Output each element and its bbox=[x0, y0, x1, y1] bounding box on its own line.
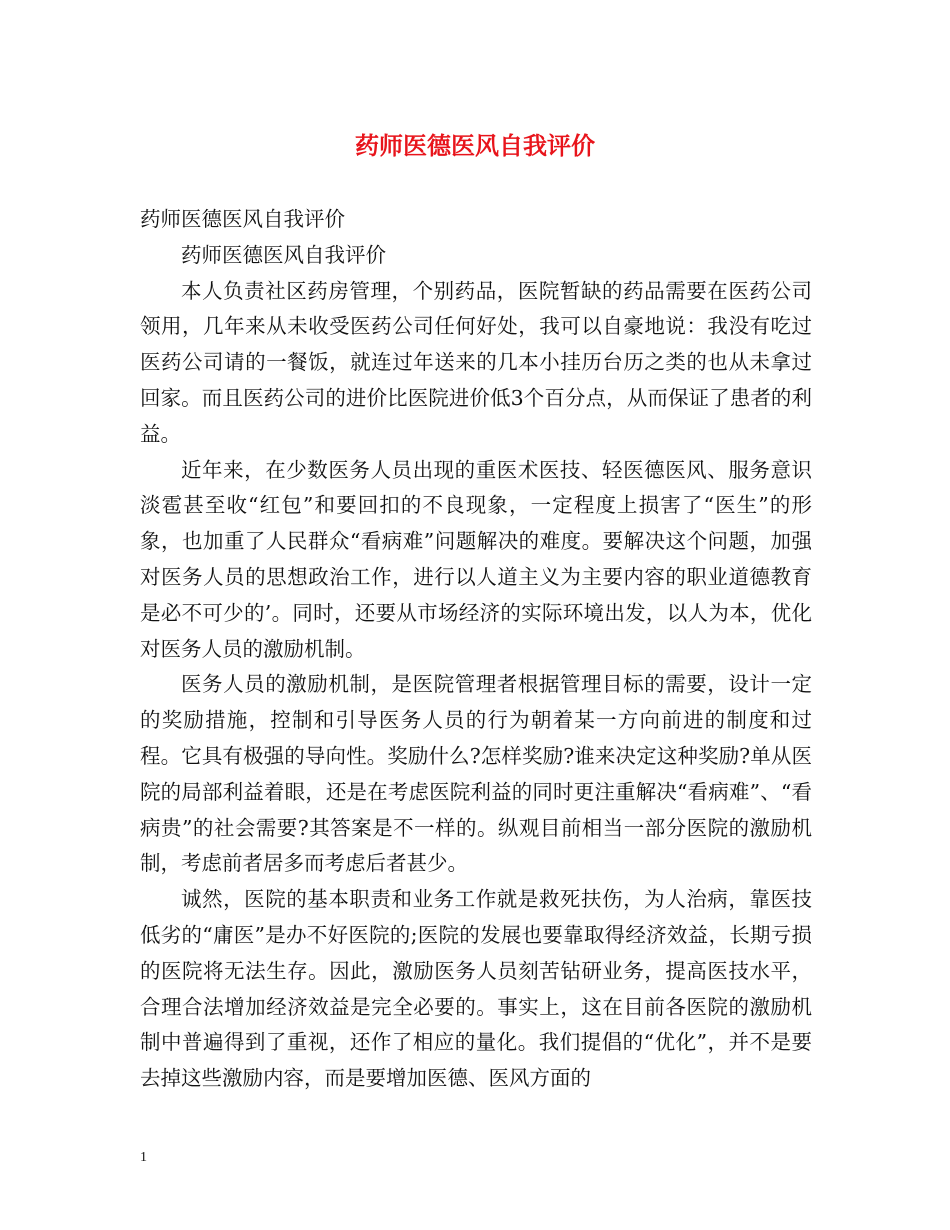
document-body bbox=[140, 202, 812, 1097]
paragraph-4: 诚然，医院的基本职责和业务工作就是救死扶伤，为人治病，靠医技低劣的“庸医”是办不好医院的;医院的发展也要靠取得经济效益，长期亏损的医院将无法生存。因此，激励医务人员刻苦钻研业务，提高医技水平，合理合法增加经济效益是完全必要的。事实上，这在目前各医院的激励机制中普遍得到了重视，还作了相应的量化。我们提倡的“优化”，并不是要去掉这些激励内容，而是要增加医德、医风方面的 bbox=[140, 887, 812, 1091]
paragraph-3: 医务人员的激励机制，是医院管理者根据管理目标的需要，设计一定的奖励措施，控制和引导医务人员的行为朝着某一方向前进的制度和过程。它具有极强的导向性。奖励什么?怎样奖励?谁来决定这种奖励?单从医院的局部利益着眼，还是在考虑医院利益的同时更注重解决“看病难”、“看病贵”的社会需要?其答案是不一样的。纵观目前相当一部分医院的激励机制，考虑前者居多而考虑后者甚少。 bbox=[140, 672, 812, 876]
paragraph-2: 近年来，在少数医务人员出现的重医术医技、轻医德医风、服务意识淡雹甚至收“红包”和要回扣的不良现象，一定程度上损害了“医生”的形象，也加重了人民群众“看病难”问题解决的难度。要解决这个问题，加强对医务人员的思想政治工作，进行以人道主义为主要内容的职业道德教育是必不可少的’。同时，还要从市场经济的实际环境出发，以人为本，优化对医务人员的激励机制。 bbox=[140, 457, 812, 661]
page-number: 1 bbox=[140, 1150, 147, 1165]
paragraph-1: 本人负责社区药房管理，个别药品，医院暂缺的药品需要在医药公司领用，几年来从未收受医药公司任何好处，我可以自豪地说：我没有吃过医药公司请的一餐饭，就连过年送来的几本小挂历台历之类的也从未拿过回家。而且医药公司的进价比医院进价低3个百分点，从而保证了患者的利益。 bbox=[140, 278, 812, 446]
document-title: 药师医德医风自我评价 bbox=[355, 132, 595, 160]
document-subtitle-indented: 药师医德医风自我评价 bbox=[181, 242, 386, 267]
document-subtitle: 药师医德医风自我评价 bbox=[140, 207, 345, 231]
